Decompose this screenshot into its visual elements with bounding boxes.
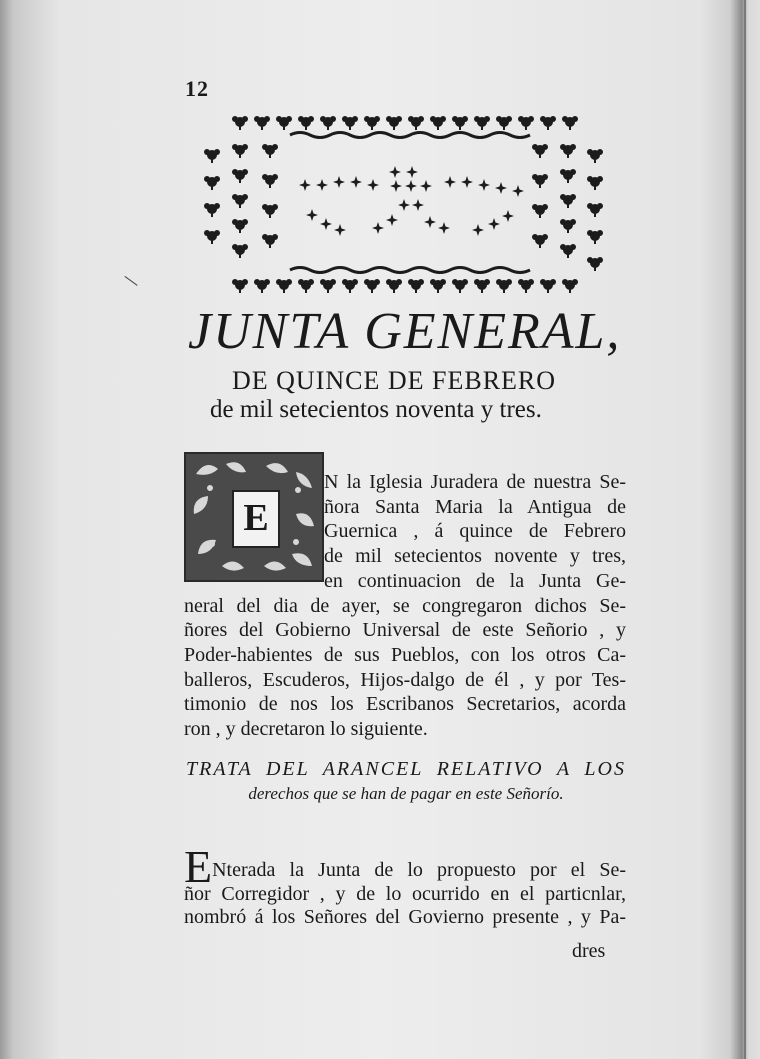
paragraph-line: ñora Santa Maria la Antigua de bbox=[324, 495, 626, 518]
paragraph-line-text: Nterada la Junta de lo propuesto por el Se- bbox=[212, 859, 626, 881]
document-date-line: DE QUINCE DE FEBRERO bbox=[232, 366, 557, 395]
paragraph-line: Guernica , á quince de Febrero bbox=[324, 520, 626, 543]
paragraph-line: timonio de nos los Escribanos Secretarios, acorda bbox=[184, 693, 626, 716]
paragraph-line: de mil setecientos novente y tres, bbox=[324, 545, 626, 568]
second-paragraph bbox=[184, 841, 626, 930]
paragraph-line: ñor Corregidor , y de lo ocurrido en el particnlar, bbox=[184, 882, 626, 905]
ornament-graphic bbox=[200, 110, 610, 300]
catchword: dres bbox=[572, 940, 606, 962]
dropcap-letter: E bbox=[232, 490, 280, 548]
paragraph-line: N la Iglesia Juradera de nuestra Se- bbox=[324, 471, 626, 493]
section-heading: TRATA DEL ARANCEL RELATIVO A LOS bbox=[186, 758, 626, 780]
first-paragraph bbox=[184, 470, 626, 742]
paragraph-line: neral del dia de ayer, se congregaron dichos Se- bbox=[184, 594, 626, 617]
page-edge-right bbox=[744, 0, 746, 1059]
initial-letter: E bbox=[184, 841, 213, 892]
ornamental-header bbox=[200, 110, 610, 300]
paragraph-line: ron , y decretaron lo siguiente. bbox=[184, 718, 428, 741]
paragraph-line: en continuacion de la Junta Ge- bbox=[324, 569, 626, 592]
page-number: 12 bbox=[185, 76, 209, 101]
stray-mark: \ bbox=[121, 268, 141, 293]
paragraph-line: Poder-habientes de sus Pueblos, con los otros Ca- bbox=[184, 643, 626, 666]
paragraph-line: nombró á los Señores del Govierno presente , y Pa- bbox=[184, 906, 626, 928]
document-title: JUNTA GENERAL, bbox=[188, 303, 622, 360]
page-edge-left bbox=[0, 0, 12, 1059]
section-subheading: derechos que se han de pagar en este Señorío. bbox=[248, 784, 564, 803]
bleed-through-text bbox=[590, 90, 740, 118]
paragraph-line: balleros, Escuderos, Hijos-dalgo de él , y por Tes- bbox=[184, 668, 626, 691]
document-year-line: de mil setecientos noventa y tres. bbox=[210, 396, 542, 423]
paragraph-line: ñores del Gobierno Universal de este Señorio , y bbox=[184, 619, 626, 642]
paragraph-line bbox=[184, 841, 626, 892]
